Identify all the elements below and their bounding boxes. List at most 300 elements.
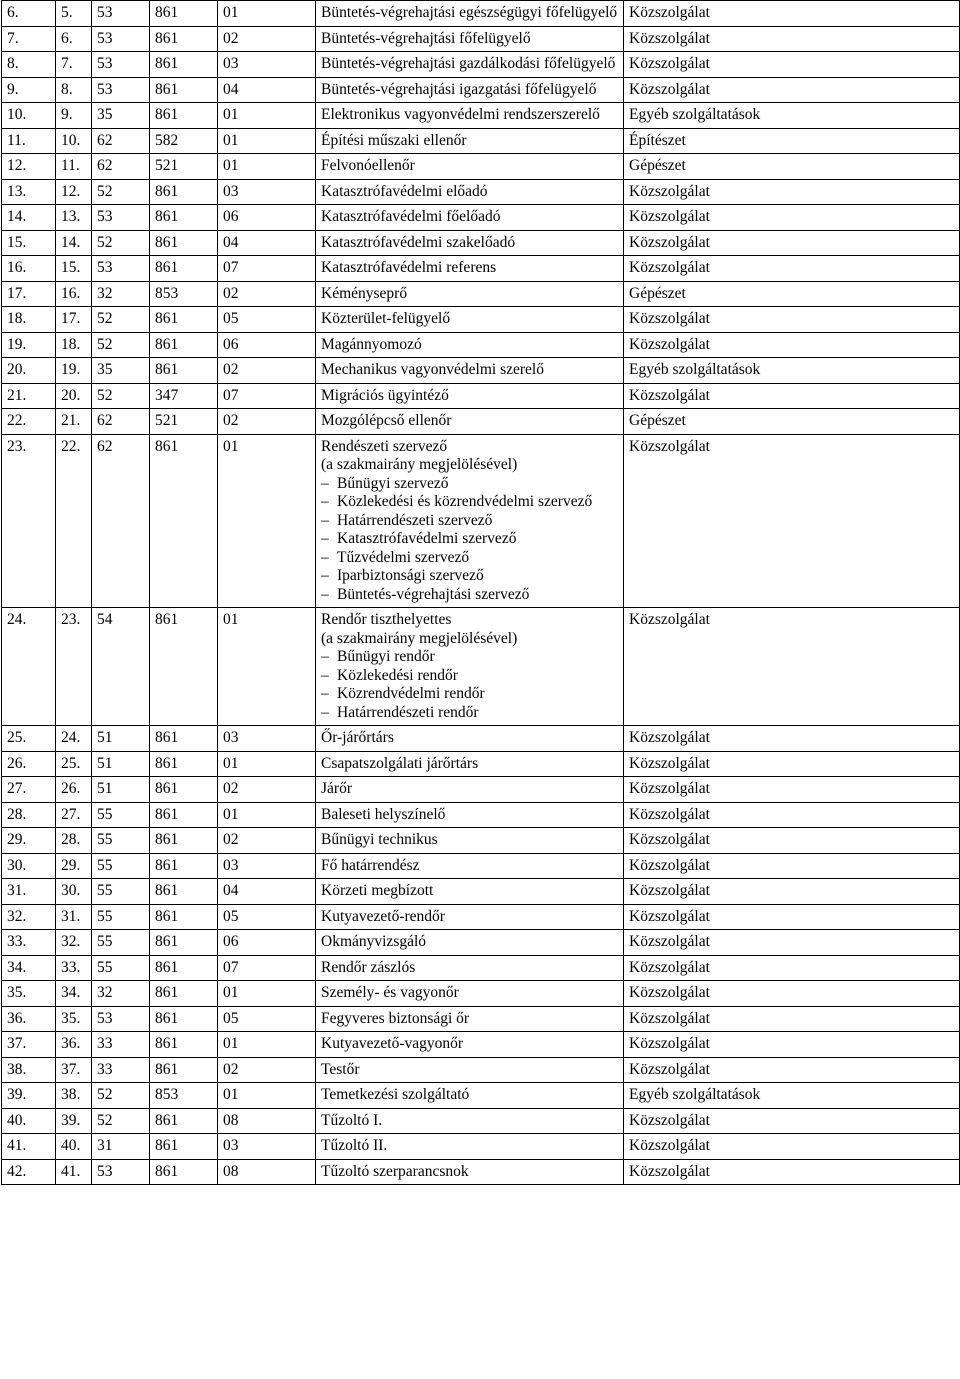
code-group-cell: 861 [150, 52, 218, 78]
code-group-cell: 861 [150, 358, 218, 384]
code-level-cell: 53 [92, 1, 150, 27]
code-group-cell: 853 [150, 1083, 218, 1109]
original-number-cell: 26. [56, 777, 92, 803]
table-row [2, 1, 960, 27]
table-row [2, 1083, 960, 1109]
code-level-cell: 51 [92, 751, 150, 777]
table-row [2, 26, 960, 52]
qualification-name-cell [316, 955, 624, 981]
code-group-cell: 861 [150, 230, 218, 256]
code-id-cell: 03 [218, 853, 316, 879]
code-id-cell: 02 [218, 358, 316, 384]
code-id-cell: 01 [218, 1083, 316, 1109]
original-number-cell: 9. [56, 103, 92, 129]
qualification-name: Kutyavezető-vagyonőr [321, 1035, 464, 1052]
row-number-cell: 6. [2, 1, 56, 27]
qualification-name-cell [316, 128, 624, 154]
code-level-cell: 55 [92, 853, 150, 879]
code-id-cell: 01 [218, 1, 316, 27]
row-number-cell: 26. [2, 751, 56, 777]
row-number-cell: 16. [2, 256, 56, 282]
code-id-cell: 06 [218, 205, 316, 231]
qualification-name: Rendőr tiszthelyettes [321, 611, 452, 628]
original-number-cell: 17. [56, 307, 92, 333]
qualification-name: Tűzoltó I. [321, 1111, 383, 1129]
qualification-name: Büntetés-végrehajtási igazgatási főfelügyelő [321, 80, 597, 98]
area-cell: Közszolgálat [624, 751, 960, 777]
area-cell: Építészet [624, 128, 960, 154]
code-id-cell: 01 [218, 103, 316, 129]
qualification-name-cell [316, 1, 624, 27]
code-level-cell: 53 [92, 77, 150, 103]
code-group-cell: 861 [150, 179, 218, 205]
code-level-cell: 53 [92, 256, 150, 282]
row-number-cell: 25. [2, 726, 56, 752]
code-id-cell: 01 [218, 154, 316, 180]
qualification-name: Kéményseprő [321, 284, 408, 302]
area-cell: Közszolgálat [624, 256, 960, 282]
row-number-cell: 17. [2, 281, 56, 307]
row-number-cell: 28. [2, 802, 56, 828]
row-number-cell: 33. [2, 930, 56, 956]
code-id-cell: 03 [218, 179, 316, 205]
qualification-name-cell [316, 802, 624, 828]
area-cell: Közszolgálat [624, 726, 960, 752]
original-number-cell: 11. [56, 154, 92, 180]
qualification-name-cell [316, 332, 624, 358]
code-id-cell: 04 [218, 879, 316, 905]
qualification-name: Személy- és vagyonőr [321, 984, 459, 1001]
qualification-name-cell [316, 904, 624, 930]
qualification-name-cell [316, 1159, 624, 1185]
code-group-cell: 861 [150, 981, 218, 1007]
code-group-cell: 861 [150, 103, 218, 129]
original-number-cell: 18. [56, 332, 92, 358]
code-group-cell: 861 [150, 26, 218, 52]
qualification-name: Katasztrófavédelmi előadó [321, 182, 488, 200]
table-row [2, 1032, 960, 1058]
code-level-cell: 55 [92, 904, 150, 930]
table-row [2, 981, 960, 1007]
row-number-cell: 23. [2, 434, 56, 608]
qualification-name: Testőr [321, 1060, 360, 1078]
specialization-item: – Határrendészeti rendőr [321, 704, 620, 723]
code-group-cell: 861 [150, 930, 218, 956]
qualification-name: Mechanikus vagyonvédelmi szerelő [321, 361, 544, 378]
qualification-name-cell [316, 1134, 624, 1160]
qualification-name-cell [316, 77, 624, 103]
specialization-item: – Közlekedési és közrendvédelmi szervező [321, 493, 620, 512]
table-row [2, 1057, 960, 1083]
specialization-item: – Büntetés-végrehajtási szervező [321, 586, 620, 605]
qualification-name: Katasztrófavédelmi főelőadó [321, 208, 501, 225]
original-number-cell: 27. [56, 802, 92, 828]
code-level-cell: 53 [92, 205, 150, 231]
area-cell: Közszolgálat [624, 1057, 960, 1083]
code-level-cell: 32 [92, 981, 150, 1007]
table-body [2, 1, 960, 1185]
qualification-name-cell [316, 307, 624, 333]
code-level-cell: 35 [92, 103, 150, 129]
area-cell: Közszolgálat [624, 930, 960, 956]
row-number-cell: 22. [2, 409, 56, 435]
qualification-name-cell [316, 26, 624, 52]
area-cell: Közszolgálat [624, 77, 960, 103]
row-number-cell: 15. [2, 230, 56, 256]
table-row [2, 154, 960, 180]
code-id-cell: 02 [218, 777, 316, 803]
original-number-cell: 16. [56, 281, 92, 307]
row-number-cell: 18. [2, 307, 56, 333]
row-number-cell: 36. [2, 1006, 56, 1032]
area-cell: Közszolgálat [624, 52, 960, 78]
code-group-cell: 861 [150, 1, 218, 27]
qualification-name-cell [316, 1006, 624, 1032]
code-group-cell: 861 [150, 608, 218, 726]
qualification-name-cell [316, 751, 624, 777]
table-row [2, 307, 960, 333]
code-level-cell: 51 [92, 777, 150, 803]
code-level-cell: 33 [92, 1057, 150, 1083]
row-number-cell: 41. [2, 1134, 56, 1160]
table-row [2, 726, 960, 752]
table-row [2, 1108, 960, 1134]
code-id-cell: 01 [218, 981, 316, 1007]
original-number-cell: 38. [56, 1083, 92, 1109]
specialization-item: – Tűzvédelmi szervező [321, 549, 620, 568]
code-id-cell: 02 [218, 409, 316, 435]
row-number-cell: 19. [2, 332, 56, 358]
qualification-name: Büntetés-végrehajtási gazdálkodási főfelügyelő [321, 55, 616, 72]
code-id-cell: 01 [218, 608, 316, 726]
code-id-cell: 05 [218, 1006, 316, 1032]
code-level-cell: 52 [92, 332, 150, 358]
row-number-cell: 29. [2, 828, 56, 854]
table-row [2, 853, 960, 879]
table-row [2, 281, 960, 307]
original-number-cell: 23. [56, 608, 92, 726]
specialization-note: (a szakmairány megjelölésével) [321, 456, 518, 473]
area-cell: Közszolgálat [624, 828, 960, 854]
code-level-cell: 55 [92, 879, 150, 905]
area-cell: Közszolgálat [624, 179, 960, 205]
original-number-cell: 12. [56, 179, 92, 205]
original-number-cell: 15. [56, 256, 92, 282]
code-level-cell: 32 [92, 281, 150, 307]
original-number-cell: 40. [56, 1134, 92, 1160]
qualification-name-cell [316, 256, 624, 282]
code-id-cell: 02 [218, 26, 316, 52]
qualification-name: Fegyveres biztonsági őr [321, 1009, 470, 1027]
qualification-name: Tűzoltó szerparancsnok [321, 1162, 469, 1180]
qualification-name-cell [316, 853, 624, 879]
code-id-cell: 05 [218, 904, 316, 930]
area-cell: Közszolgálat [624, 205, 960, 231]
code-level-cell: 53 [92, 1006, 150, 1032]
original-number-cell: 31. [56, 904, 92, 930]
code-id-cell: 01 [218, 1032, 316, 1058]
area-cell: Közszolgálat [624, 1006, 960, 1032]
code-level-cell: 35 [92, 358, 150, 384]
area-cell: Közszolgálat [624, 383, 960, 409]
row-number-cell: 10. [2, 103, 56, 129]
row-number-cell: 31. [2, 879, 56, 905]
qualification-name: Migrációs ügyintéző [321, 386, 449, 404]
code-group-cell: 861 [150, 904, 218, 930]
original-number-cell: 8. [56, 77, 92, 103]
qualification-name: Közterület-felügyelő [321, 310, 451, 327]
area-cell: Egyéb szolgáltatások [624, 358, 960, 384]
code-id-cell: 01 [218, 434, 316, 608]
qualification-name-cell [316, 1108, 624, 1134]
code-group-cell: 861 [150, 1032, 218, 1058]
code-id-cell: 02 [218, 1057, 316, 1083]
qualification-name: Temetkezési szolgáltató [321, 1086, 470, 1103]
table-row [2, 358, 960, 384]
row-number-cell: 20. [2, 358, 56, 384]
row-number-cell: 11. [2, 128, 56, 154]
code-level-cell: 33 [92, 1032, 150, 1058]
code-group-cell: 861 [150, 853, 218, 879]
table-row [2, 955, 960, 981]
code-level-cell: 52 [92, 383, 150, 409]
table-row [2, 1159, 960, 1185]
code-level-cell: 62 [92, 409, 150, 435]
table-row [2, 1134, 960, 1160]
qualification-name-cell [316, 230, 624, 256]
qualification-name-cell [316, 52, 624, 78]
code-id-cell: 03 [218, 726, 316, 752]
table-row [2, 256, 960, 282]
table-row [2, 930, 960, 956]
code-id-cell: 04 [218, 77, 316, 103]
specialization-item: – Katasztrófavédelmi szervező [321, 530, 620, 549]
table-row [2, 52, 960, 78]
qualification-name: Baleseti helyszínelő [321, 805, 446, 823]
qualification-name-cell [316, 981, 624, 1007]
code-group-cell: 861 [150, 77, 218, 103]
original-number-cell: 6. [56, 26, 92, 52]
code-level-cell: 62 [92, 434, 150, 608]
code-level-cell: 51 [92, 726, 150, 752]
table-row [2, 751, 960, 777]
row-number-cell: 7. [2, 26, 56, 52]
row-number-cell: 34. [2, 955, 56, 981]
specialization-item: – Iparbiztonsági szervező [321, 567, 620, 586]
row-number-cell: 35. [2, 981, 56, 1007]
code-level-cell: 55 [92, 930, 150, 956]
specialization-item: – Közrendvédelmi rendőr [321, 685, 620, 704]
original-number-cell: 29. [56, 853, 92, 879]
area-cell: Közszolgálat [624, 332, 960, 358]
original-number-cell: 33. [56, 955, 92, 981]
code-group-cell: 861 [150, 1159, 218, 1185]
code-level-cell: 54 [92, 608, 150, 726]
qualification-name: Tűzoltó II. [321, 1137, 388, 1154]
code-level-cell: 53 [92, 52, 150, 78]
qualification-table [1, 0, 960, 1185]
code-id-cell: 04 [218, 230, 316, 256]
original-number-cell: 7. [56, 52, 92, 78]
area-cell: Közszolgálat [624, 1, 960, 27]
original-number-cell: 13. [56, 205, 92, 231]
original-number-cell: 22. [56, 434, 92, 608]
table-row [2, 608, 960, 726]
original-number-cell: 19. [56, 358, 92, 384]
code-group-cell: 861 [150, 751, 218, 777]
area-cell: Egyéb szolgáltatások [624, 1083, 960, 1109]
specialization-item: – Közlekedési rendőr [321, 667, 620, 686]
code-id-cell: 03 [218, 52, 316, 78]
code-id-cell: 03 [218, 1134, 316, 1160]
code-group-cell: 861 [150, 1134, 218, 1160]
code-id-cell: 07 [218, 256, 316, 282]
qualification-name: Kutyavezető-rendőr [321, 907, 445, 925]
qualification-name: Felvonóellenőr [321, 157, 415, 174]
code-group-cell: 861 [150, 1006, 218, 1032]
qualification-name: Büntetés-végrehajtási egészségügyi főfelügyelő [321, 4, 618, 21]
code-id-cell: 02 [218, 828, 316, 854]
qualification-name: Katasztrófavédelmi referens [321, 259, 497, 276]
code-group-cell: 861 [150, 434, 218, 608]
code-id-cell: 01 [218, 128, 316, 154]
qualification-name-cell [316, 383, 624, 409]
area-cell: Közszolgálat [624, 802, 960, 828]
qualification-name-cell [316, 154, 624, 180]
area-cell: Közszolgálat [624, 307, 960, 333]
code-level-cell: 52 [92, 1083, 150, 1109]
qualification-name-cell [316, 726, 624, 752]
code-level-cell: 62 [92, 128, 150, 154]
qualification-name: Körzeti megbízott [321, 882, 434, 899]
qualification-name: Büntetés-végrehajtási főfelügyelő [321, 29, 531, 47]
original-number-cell: 34. [56, 981, 92, 1007]
qualification-name: Fő határrendész [321, 856, 420, 874]
row-number-cell: 39. [2, 1083, 56, 1109]
qualification-name-cell [316, 434, 624, 608]
code-id-cell: 02 [218, 281, 316, 307]
code-id-cell: 01 [218, 751, 316, 777]
original-number-cell: 36. [56, 1032, 92, 1058]
qualification-name-cell [316, 179, 624, 205]
row-number-cell: 38. [2, 1057, 56, 1083]
qualification-name-cell [316, 828, 624, 854]
original-number-cell: 10. [56, 128, 92, 154]
area-cell: Közszolgálat [624, 1134, 960, 1160]
specialization-item: – Bűnügyi szervező [321, 475, 620, 494]
qualification-name-cell [316, 409, 624, 435]
qualification-name: Építési műszaki ellenőr [321, 131, 467, 149]
table-row [2, 904, 960, 930]
area-cell: Közszolgálat [624, 1159, 960, 1185]
table-row [2, 777, 960, 803]
code-group-cell: 861 [150, 1057, 218, 1083]
specialization-item: – Határrendészeti szervező [321, 512, 620, 531]
area-cell: Közszolgálat [624, 434, 960, 608]
area-cell: Közszolgálat [624, 608, 960, 726]
qualification-name: Őr-járőrtárs [321, 729, 394, 746]
code-level-cell: 52 [92, 179, 150, 205]
table-row [2, 230, 960, 256]
table-row [2, 332, 960, 358]
original-number-cell: 39. [56, 1108, 92, 1134]
code-group-cell: 861 [150, 1108, 218, 1134]
code-level-cell: 52 [92, 230, 150, 256]
qualification-name: Okmányvizsgáló [321, 933, 427, 950]
area-cell: Közszolgálat [624, 777, 960, 803]
code-group-cell: 861 [150, 828, 218, 854]
original-number-cell: 41. [56, 1159, 92, 1185]
area-cell: Gépészet [624, 281, 960, 307]
qualification-name-cell [316, 608, 624, 726]
code-group-cell: 861 [150, 256, 218, 282]
code-group-cell: 861 [150, 802, 218, 828]
table-row [2, 828, 960, 854]
code-id-cell: 05 [218, 307, 316, 333]
code-group-cell: 861 [150, 205, 218, 231]
code-id-cell: 01 [218, 802, 316, 828]
code-group-cell: 347 [150, 383, 218, 409]
code-level-cell: 31 [92, 1134, 150, 1160]
original-number-cell: 35. [56, 1006, 92, 1032]
code-group-cell: 582 [150, 128, 218, 154]
code-group-cell: 861 [150, 726, 218, 752]
qualification-name-cell [316, 205, 624, 231]
row-number-cell: 40. [2, 1108, 56, 1134]
qualification-name: Bűnügyi technikus [321, 831, 438, 848]
table-row [2, 434, 960, 608]
table-row [2, 1006, 960, 1032]
area-cell: Közszolgálat [624, 879, 960, 905]
code-id-cell: 07 [218, 955, 316, 981]
qualification-name-cell [316, 879, 624, 905]
row-number-cell: 14. [2, 205, 56, 231]
code-id-cell: 06 [218, 332, 316, 358]
area-cell: Közszolgálat [624, 1108, 960, 1134]
qualification-name: Csapatszolgálati járőrtárs [321, 754, 479, 772]
qualification-name: Járőr [321, 780, 352, 797]
table-row [2, 802, 960, 828]
qualification-name-cell [316, 281, 624, 307]
qualification-name: Magánnyomozó [321, 335, 422, 353]
original-number-cell: 21. [56, 409, 92, 435]
area-cell: Gépészet [624, 154, 960, 180]
specialization-note: (a szakmairány megjelölésével) [321, 629, 518, 647]
area-cell: Közszolgálat [624, 955, 960, 981]
area-cell: Egyéb szolgáltatások [624, 103, 960, 129]
code-level-cell: 52 [92, 1108, 150, 1134]
code-group-cell: 861 [150, 332, 218, 358]
area-cell: Közszolgálat [624, 904, 960, 930]
qualification-name-cell [316, 777, 624, 803]
table-row [2, 77, 960, 103]
original-number-cell: 20. [56, 383, 92, 409]
row-number-cell: 8. [2, 52, 56, 78]
area-cell: Közszolgálat [624, 981, 960, 1007]
qualification-name-cell [316, 930, 624, 956]
row-number-cell: 9. [2, 77, 56, 103]
area-cell: Közszolgálat [624, 853, 960, 879]
qualification-name-cell [316, 358, 624, 384]
code-id-cell: 08 [218, 1108, 316, 1134]
area-cell: Gépészet [624, 409, 960, 435]
qualification-name-cell [316, 1032, 624, 1058]
row-number-cell: 12. [2, 154, 56, 180]
row-number-cell: 42. [2, 1159, 56, 1185]
row-number-cell: 13. [2, 179, 56, 205]
qualification-name: Rendészeti szervező [321, 437, 448, 455]
original-number-cell: 14. [56, 230, 92, 256]
